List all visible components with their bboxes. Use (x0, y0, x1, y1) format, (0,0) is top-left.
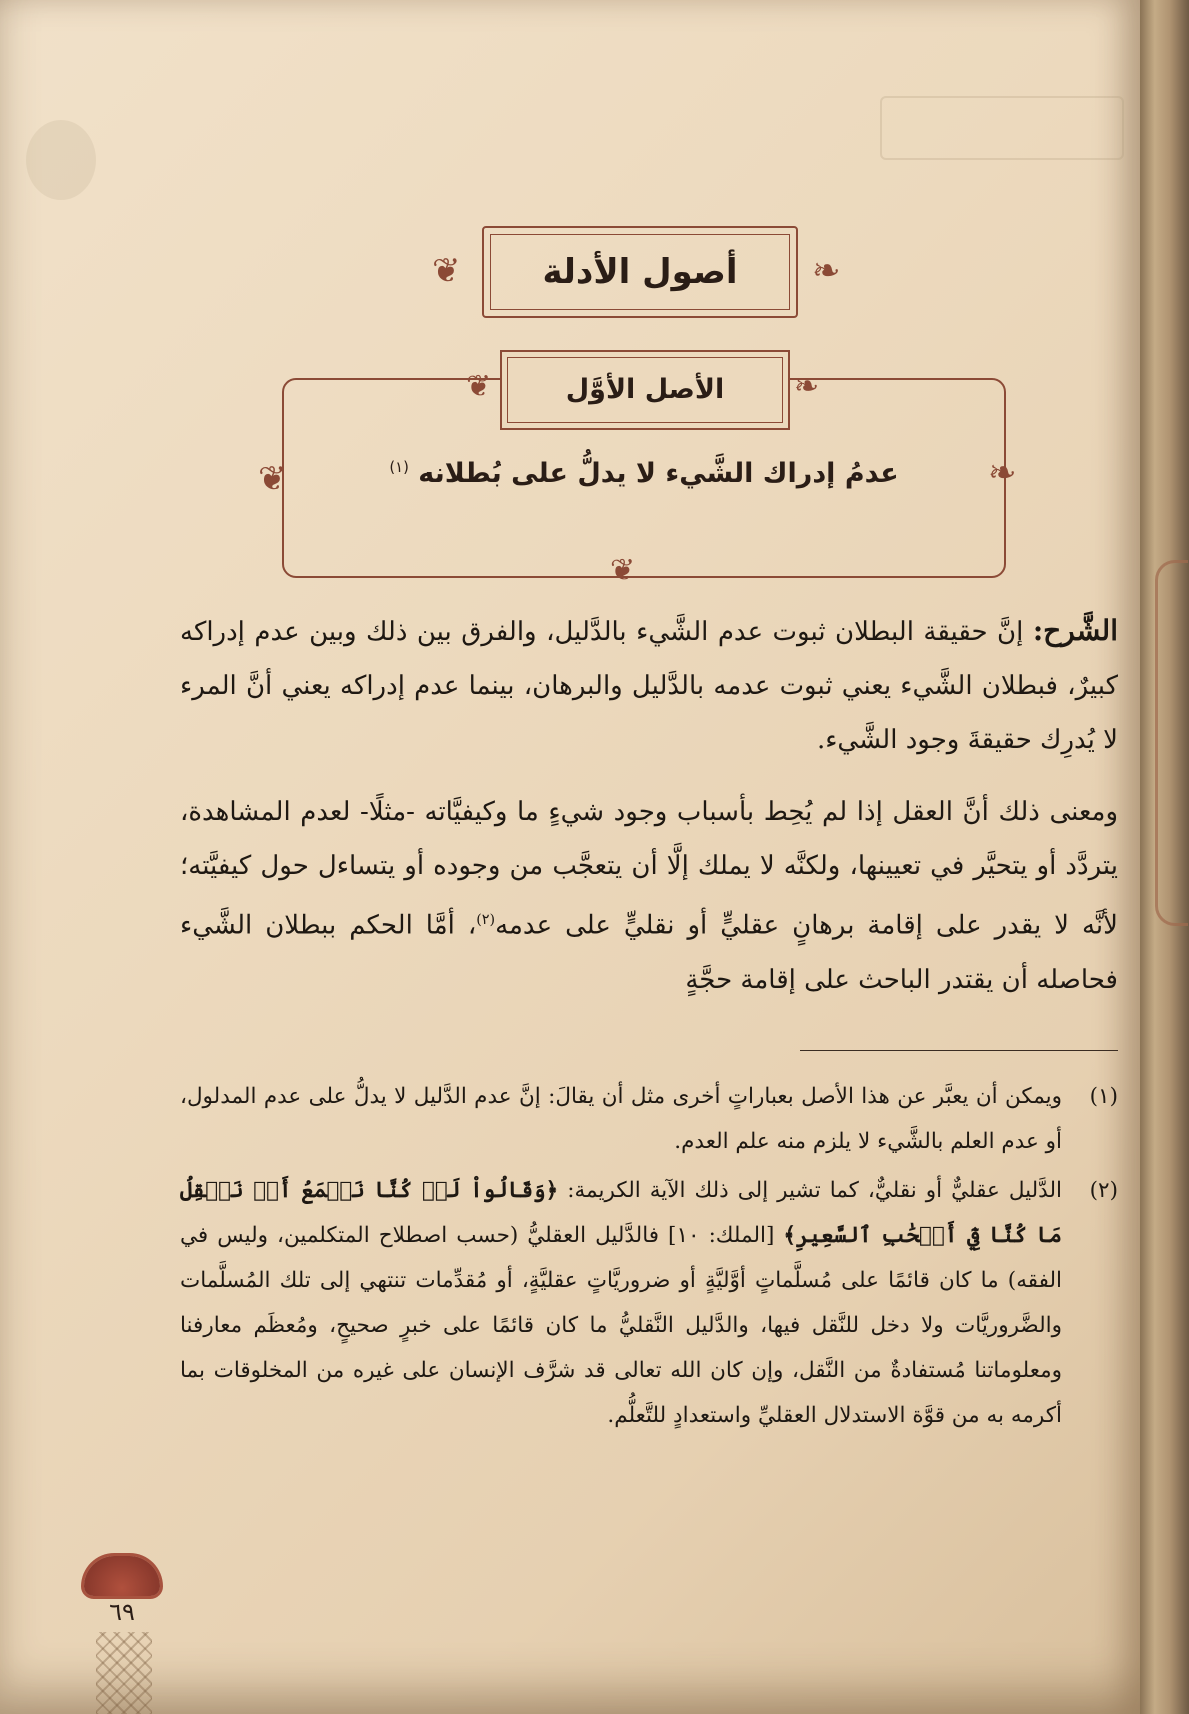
footnotes (180, 1074, 1118, 1442)
footnote-text: الدَّليل عقليٌّ أو نقليٌّ، كما تشير إلى ذلك الآية الكريمة: (558, 1178, 1062, 1203)
paragraph (180, 604, 1118, 767)
principle-right-flourish-icon: ❧ (988, 453, 1017, 493)
principle-label: الأصل الأوَّل (565, 374, 725, 405)
footnote (180, 1168, 1118, 1438)
edge-ornament (1155, 560, 1188, 926)
page-number-ornament-icon (84, 1556, 160, 1596)
principle-statement-text: عدمُ إدراك الشَّيء لا يدلُّ على بُطلانه (418, 458, 899, 489)
commentary-lead: الشَّرح: (1032, 614, 1118, 647)
footnote-ref: (٢) (476, 912, 496, 928)
principle-bottom-flourish-icon: ❦ (610, 553, 636, 588)
left-flourish-icon: ❦ (432, 251, 461, 291)
footnote-ref: (١) (389, 458, 409, 476)
paragraph-text: إنَّ حقيقة البطلان ثبوت عدم الشَّيء بالدَّليل، والفرق بين ذلك وبين عدم إدراكه كبيرٌ، فبطلان الشَّيء يعني ثبوت عدمه بالدَّليل والبرهان، بينما عدم إدراكه يعني أنَّ المرء لا يُدرِك حقيقةَ وجود الشَّيء. (180, 617, 1118, 755)
principle-left-flourish-icon: ❦ (258, 459, 287, 499)
margin-pattern (96, 1632, 152, 1714)
quran-verse: ﴿وَقَالُواْ لَوۡ كُنَّا نَسۡمَعُ أَوۡ نَعۡقِلُ مَا كُنَّا فِيٓ أَصۡحَٰبِ ٱلسَّعِيرِ﴾ (180, 1178, 1062, 1248)
paragraph (180, 785, 1118, 1007)
footnote-text: ويمكن أن يعبَّر عن هذا الأصل بعباراتٍ أخرى مثل أن يقالَ: إنَّ عدم الدَّليل لا يدلُّ على عدم المدلول، أو عدم العلم بالشَّيء لا يلزم منه علم العدم. (180, 1084, 1062, 1154)
footnote (180, 1074, 1118, 1164)
bleed-through-ornament (26, 120, 96, 200)
footnote-number: (١) (1089, 1084, 1118, 1109)
principle-label-right-flourish-icon: ❧ (794, 369, 820, 404)
right-flourish-icon: ❧ (812, 251, 841, 291)
paragraph-text: ومعنى ذلك أنَّ العقل إذا لم يُحِط بأسباب وجود شيءٍ ما وكيفيَّاته -مثلًا- لعدم المشاهدة، يتردَّد أو يتحيَّر في تعيينها، ولكنَّه لا يملك إلَّا أن يتعجَّب من وجوده أو يتساءل حول كيفيَّته؛ لأنَّه لا يقدر على إقامة برهانٍ عقليٍّ أو نقليٍّ على عدمه (180, 797, 1118, 941)
page-number: ٦٩ (109, 1598, 135, 1626)
principle-statement (300, 458, 988, 489)
paragraph-text: ، أمَّا الحكم ببطلان الشَّيء فحاصله أن يقتدر الباحث على إقامة حجَّةٍ (180, 910, 1118, 995)
footnote-number: (٢) (1089, 1178, 1118, 1203)
chapter-title: أصول الأدلة (542, 252, 738, 292)
footnote-separator (800, 1050, 1118, 1051)
commentary-body (180, 604, 1118, 1025)
footnote-text: [الملك: ١٠] فالدَّليل العقليُّ (حسب اصطلاح المتكلمين، وليس في الفقه) ما كان قائمًا على مُسلَّماتٍ أوَّليَّةٍ أو ضروريَّاتٍ عقليَّةٍ، أو مُقدِّمات تنتهي إلى تلك المُسلَّمات والضَّروريَّات ولا دخل للنَّقل فيها، والدَّليل النَّقليُّ ما كان قائمًا على خبرٍ صحيحٍ، ومُعظَم معارفنا ومعلوماتنا مُستفادةٌ من النَّقل، وإن كان الله تعالى قد شرَّف الإنسان على غيره من المخلوقات بما أكرمه به من قوَّة الاستدلال العقليِّ واستعدادٍ للتَّعلُّم. (180, 1223, 1062, 1428)
bleed-through-header-frame (880, 96, 1124, 160)
principle-label-left-flourish-icon: ❦ (466, 369, 492, 404)
